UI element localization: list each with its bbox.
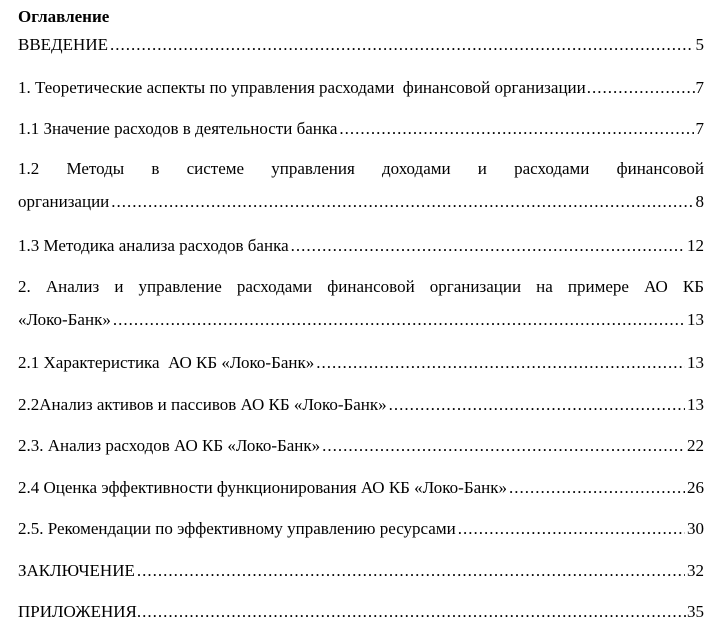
toc-entry-1-2[interactable]: [18, 158, 704, 213]
toc-leader-dots: [110, 34, 694, 56]
toc-entry-page: 35: [687, 602, 704, 621]
toc-entry-1-3[interactable]: [18, 235, 704, 257]
toc-entry-chapter-1[interactable]: [18, 77, 704, 99]
toc-entry-text: ВВЕДЕНИЕ: [18, 35, 108, 54]
toc-entry-page: 13: [687, 353, 704, 372]
toc-leader-dots: [111, 191, 693, 213]
toc-entry-2-1[interactable]: [18, 352, 704, 374]
toc-leader-dots: [137, 601, 687, 623]
toc-entry-page: 7: [695, 78, 704, 97]
toc-entry-text: 2.5. Рекомендации по эффективному управлению ресурсами: [18, 519, 456, 538]
toc-entry-text: 1.3 Методика анализа расходов банка: [18, 236, 289, 255]
toc-leader-dots: [113, 309, 685, 331]
toc-title: Оглавление: [18, 7, 110, 26]
toc-entry-text: 2.1 Характеристика АО КБ «Локо-Банк»: [18, 353, 315, 372]
toc-entry-text: ЗАКЛЮЧЕНИЕ: [18, 561, 135, 580]
toc-entry-2-4[interactable]: [18, 477, 704, 499]
toc-leader-dots: [458, 518, 685, 540]
toc-entry-page: 30: [687, 519, 704, 538]
toc-entry-2-5[interactable]: [18, 518, 704, 540]
toc-entry-page: 13: [687, 310, 704, 329]
toc-entry-first-line: 1.2 Методы в системе управления доходами и расходами финансовой: [18, 159, 704, 178]
toc-entry-page: 7: [695, 119, 704, 138]
toc-entry-page: 32: [687, 561, 704, 580]
toc-entry-page: 5: [695, 35, 704, 54]
toc-entry-page: 8: [695, 192, 704, 211]
toc-entry-text: 2.3. Анализ расходов АО КБ «Локо-Банк»: [18, 436, 321, 455]
toc-entry-page: 13: [687, 395, 704, 414]
toc-entry-2-2[interactable]: [18, 394, 704, 416]
toc-leader-dots: [509, 477, 685, 499]
toc-entry-text: организации: [18, 192, 110, 211]
toc-leader-dots: [137, 560, 685, 582]
toc-leader-dots: [322, 435, 685, 457]
toc-entry-conclusion[interactable]: [18, 560, 704, 582]
toc-entry-page: 26: [687, 478, 704, 497]
toc-entry-appendix[interactable]: [18, 601, 704, 623]
toc-entry-text: «Локо-Банк»: [18, 310, 111, 329]
toc-entry-introduction[interactable]: [18, 34, 704, 56]
toc-entry-first-line: 2. Анализ и управление расходами финансовой организации на примере АО КБ: [18, 277, 704, 296]
toc-leader-dots: [291, 235, 685, 257]
toc-entry-text: 2.4 Оценка эффективности функционирования АО КБ «Локо-Банк»: [18, 478, 508, 497]
toc-entry-text: 1. Теоретические аспекты по управления расходами финансовой организации: [18, 78, 586, 97]
toc-entry-text: ПРИЛОЖЕНИЯ: [18, 602, 137, 621]
toc-leader-dots: [316, 352, 685, 374]
toc-entry-1-1[interactable]: [18, 118, 704, 140]
toc-entry-text: 2.2Анализ активов и пассивов АО КБ «Локо-Банк»: [18, 395, 387, 414]
toc-entry-page: 12: [687, 236, 704, 255]
toc-leader-dots: [587, 77, 695, 99]
toc-entry-chapter-2[interactable]: [18, 276, 704, 331]
toc-leader-dots: [339, 118, 693, 140]
toc-entry-page: 22: [687, 436, 704, 455]
toc-entry-text: 1.1 Значение расходов в деятельности банка: [18, 119, 338, 138]
toc-entry-2-3[interactable]: [18, 435, 704, 457]
toc-leader-dots: [389, 394, 685, 416]
